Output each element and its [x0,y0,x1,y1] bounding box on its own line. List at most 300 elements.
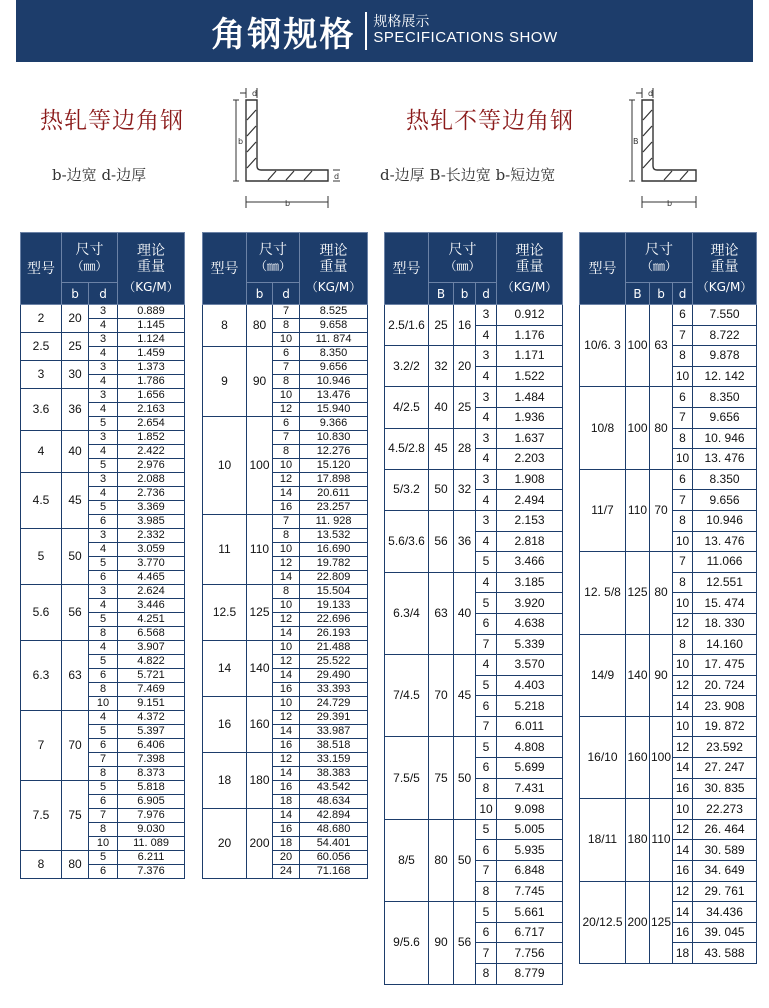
weight-cell: 1.852 [118,431,185,445]
table-row [385,737,563,758]
weight-unit: （KG/M） [305,279,362,294]
weight-cell: 3.185 [497,572,563,593]
model-cell: 6.3 [21,641,62,711]
width-cell: 50 [62,529,89,585]
long-width-cell: 75 [429,737,454,819]
thickness-cell: 12 [273,613,300,627]
weight-label: 理论 [710,242,739,259]
model-cell: 4 [21,431,62,473]
header-row [21,233,185,283]
weight-cell: 5.721 [118,669,185,683]
table-row [385,469,563,490]
weight-cell: 15.120 [300,459,368,473]
table-row [203,305,368,319]
weight-cell: 8.350 [693,387,757,408]
weight-cell: 6.848 [497,861,563,882]
table-row [580,387,757,408]
weight-cell: 2.654 [118,417,185,431]
thickness-cell: 3 [476,346,497,367]
thickness-cell: 4 [89,599,118,613]
weight-cell: 39. 045 [693,922,757,943]
long-width-cell: 56 [429,510,454,572]
weight-cell: 1.936 [497,407,563,428]
model-cell: 20/12.5 [580,881,626,963]
long-width-cell: 110 [626,469,650,551]
weight-cell: 1.786 [118,375,185,389]
weight-cell: 21.488 [300,641,368,655]
equal-angle-table-2 [202,232,368,879]
thickness-cell: 6 [476,840,497,861]
weight-cell: 8.722 [693,325,757,346]
weight-cell: 26. 464 [693,819,757,840]
title-divider [365,12,367,50]
long-width-cell: 125 [626,552,650,634]
weight-cell: 1.459 [118,347,185,361]
width-cell: 56 [454,902,476,984]
width-cell: 80 [650,387,673,469]
equal-angle-legend: b-边宽 d-边厚 [52,166,147,184]
model-cell: 18/11 [580,799,626,881]
size-unit: （㎜） [255,258,292,273]
thickness-cell: 3 [476,428,497,449]
thickness-cell: 6 [89,739,118,753]
weight-cell: 1.145 [118,319,185,333]
thickness-cell: 10 [673,716,693,737]
weight-cell: 4.372 [118,711,185,725]
page-title: 角钢规格 [211,14,356,55]
weight-cell: 10.946 [300,375,368,389]
equal-angle-title: 热轧等边角钢 [40,108,184,134]
size-label: 尺寸 [259,241,287,258]
thickness-cell: 10 [273,599,300,613]
width-cell: 25 [62,333,89,361]
thickness-cell: 6 [89,865,118,879]
thickness-cell: 5 [89,655,118,669]
thickness-cell: 4 [476,655,497,676]
dim-label: d [648,89,654,98]
width-cell: 125 [247,585,273,641]
table-row [21,851,185,865]
model-cell: 4/2.5 [385,387,429,428]
weight-cell: 20. 724 [693,675,757,696]
thickness-cell: 14 [273,487,300,501]
thickness-cell: 16 [273,683,300,697]
size-unit: （㎜） [71,258,108,273]
model-cell: 16 [203,697,247,753]
weight-label: 理论 [137,242,166,259]
weight-cell: 4.822 [118,655,185,669]
thickness-cell: 6 [273,347,300,361]
table-row [580,799,757,820]
weight-label: 重量 [137,258,166,275]
thickness-cell: 12 [673,737,693,758]
thickness-cell: 4 [476,572,497,593]
weight-cell: 9.098 [497,799,563,820]
thickness-cell: 10 [673,655,693,676]
weight-cell: 2.088 [118,473,185,487]
width-cell: 140 [247,641,273,697]
unequal-angle-legend: d-边厚 B-长边宽 b-短边宽 [380,166,556,184]
thickness-cell: 4 [476,366,497,387]
weight-unit: （KG/M） [696,279,753,294]
weight-cell: 2.163 [118,403,185,417]
weight-cell: 26.193 [300,627,368,641]
weight-cell: 5.661 [497,902,563,923]
weight-cell: 5.005 [497,819,563,840]
thickness-cell: 16 [273,823,300,837]
thickness-cell: 10 [273,697,300,711]
weight-cell: 7.745 [497,881,563,902]
thickness-cell: 7 [476,634,497,655]
weight-unit: （KG/M） [123,279,179,294]
weight-cell: 7.976 [118,809,185,823]
thickness-cell: 12 [673,881,693,902]
header-row [385,233,563,283]
size-header [62,233,118,283]
weight-cell: 3.369 [118,501,185,515]
thickness-cell: 8 [476,881,497,902]
long-width-cell: 180 [626,799,650,881]
weight-cell: 1.908 [497,469,563,490]
weight-cell: 0.912 [497,305,563,326]
table-row [385,428,563,449]
weight-cell: 15.504 [300,585,368,599]
weight-cell: 13.476 [300,389,368,403]
weight-cell: 2.494 [497,490,563,511]
header-row [580,233,757,283]
width-cell: 36 [454,510,476,572]
model-header: 型号 [203,233,247,305]
weight-header [497,233,563,305]
weight-cell: 12.276 [300,445,368,459]
thickness-cell: 3 [89,333,118,347]
model-cell: 2 [21,305,62,333]
weight-label: 重量 [319,258,348,275]
weight-cell: 11. 874 [300,333,368,347]
thickness-cell: 3 [476,387,497,408]
model-cell: 8 [21,851,62,879]
weight-cell: 24.729 [300,697,368,711]
subtitle-cn: 规格展示 [373,14,430,31]
thickness-cell: 8 [673,428,693,449]
weight-cell: 38.383 [300,767,368,781]
thickness-cell: 5 [476,737,497,758]
thickness-cell: 12 [273,655,300,669]
weight-cell: 23.592 [693,737,757,758]
weight-label: 重量 [710,258,739,275]
width-cell: 50 [454,819,476,901]
thickness-cell: 4 [476,449,497,470]
width-cell: 75 [62,781,89,851]
thickness-cell: 4 [476,325,497,346]
model-cell: 3.6 [21,389,62,431]
thickness-cell: 3 [89,585,118,599]
thickness-cell: 8 [89,767,118,781]
size-label: 尺寸 [645,241,674,258]
weight-cell: 4.808 [497,737,563,758]
thickness-cell: 8 [273,319,300,333]
table-row [580,552,757,573]
thickness-cell: 8 [89,823,118,837]
weight-cell: 14.160 [693,634,757,655]
weight-cell: 30. 589 [693,840,757,861]
width-cell: 100 [247,417,273,515]
weight-cell: 29. 761 [693,881,757,902]
width-cell: 80 [62,851,89,879]
subtitle-block [373,15,557,47]
thickness-cell: 12 [273,557,300,571]
table-row [203,515,368,529]
thickness-cell: 6 [89,669,118,683]
width-cell: 40 [454,572,476,654]
thickness-cell: 5 [476,902,497,923]
weight-cell: 22.696 [300,613,368,627]
thickness-cell: 7 [673,552,693,573]
weight-cell: 2.203 [497,449,563,470]
thickness-cell: 4 [89,319,118,333]
width-cell: 36 [62,389,89,431]
weight-cell: 18. 330 [693,613,757,634]
weight-cell: 10.830 [300,431,368,445]
thickness-cell: 5 [89,557,118,571]
unequal-angle-table-1 [384,232,563,985]
thickness-cell: 3 [89,389,118,403]
width-cell: 50 [454,737,476,819]
table-row [385,655,563,676]
weight-cell: 5.818 [118,781,185,795]
weight-cell: 34.436 [693,902,757,923]
model-cell: 12. 5/8 [580,552,626,634]
model-cell: 10/6. 3 [580,305,626,387]
table-row [203,347,368,361]
weight-cell: 54.401 [300,837,368,851]
weight-cell: 8.525 [300,305,368,319]
thickness-cell: 14 [273,725,300,739]
thickness-cell: 10 [673,531,693,552]
header-banner [16,0,753,62]
dim-label: d [252,89,258,98]
table-row [580,881,757,902]
weight-cell: 3.985 [118,515,185,529]
long-width-cell: 80 [429,819,454,901]
model-cell: 5 [21,529,62,585]
model-cell: 3 [21,361,62,389]
weight-cell: 9.656 [693,407,757,428]
table-row [385,510,563,531]
long-width-cell: 25 [429,305,454,346]
weight-cell: 6.568 [118,627,185,641]
long-width-cell: 45 [429,428,454,469]
weight-cell: 8.350 [300,347,368,361]
thickness-cell: 10 [673,593,693,614]
weight-cell: 1.522 [497,366,563,387]
size-header [247,233,300,283]
model-cell: 2.5/1.6 [385,305,429,346]
weight-cell: 1.484 [497,387,563,408]
thickness-cell: 5 [476,675,497,696]
thickness-cell: 6 [476,696,497,717]
thickness-cell: 10 [273,459,300,473]
width-cell: 45 [454,655,476,737]
weight-cell: 1.373 [118,361,185,375]
table-row [21,585,185,599]
weight-cell: 1.124 [118,333,185,347]
thickness-cell: 10 [89,697,118,711]
table-row [21,333,185,347]
weight-unit: （KG/M） [501,279,558,294]
weight-cell: 8.373 [118,767,185,781]
thickness-cell: 8 [273,375,300,389]
width-cell: 180 [247,753,273,809]
thickness-cell: 7 [273,361,300,375]
weight-cell: 10. 946 [693,428,757,449]
weight-cell: 30. 835 [693,778,757,799]
thickness-cell: 14 [273,809,300,823]
thickness-cell: 7 [673,490,693,511]
model-cell: 12.5 [203,585,247,641]
weight-cell: 42.894 [300,809,368,823]
weight-cell: 4.638 [497,613,563,634]
size-label: 尺寸 [75,241,104,258]
B-header: B [429,283,454,305]
thickness-cell: 4 [89,711,118,725]
weight-cell: 7.756 [497,943,563,964]
thickness-cell: 12 [673,613,693,634]
weight-cell: 23.257 [300,501,368,515]
weight-cell: 7.376 [118,865,185,879]
thickness-cell: 10 [273,641,300,655]
thickness-cell: 14 [273,669,300,683]
weight-cell: 25.522 [300,655,368,669]
width-cell: 200 [247,809,273,879]
d-header: d [273,283,300,305]
weight-cell: 34. 649 [693,861,757,882]
thickness-cell: 8 [273,445,300,459]
weight-cell: 7.398 [118,753,185,767]
model-header: 型号 [385,233,429,305]
model-cell: 2.5 [21,333,62,361]
table-row [203,697,368,711]
thickness-cell: 16 [673,861,693,882]
long-width-cell: 32 [429,346,454,387]
thickness-cell: 16 [273,739,300,753]
weight-cell: 48.680 [300,823,368,837]
subtitle-en: SPECIFICATIONS SHOW [373,29,558,47]
thickness-cell: 8 [89,683,118,697]
equal-angle-diagram-icon [228,86,348,212]
weight-cell: 3.770 [118,557,185,571]
width-cell: 80 [650,552,673,634]
weight-cell: 4.251 [118,613,185,627]
thickness-cell: 6 [673,305,693,326]
size-header [626,233,693,283]
weight-cell: 2.422 [118,445,185,459]
model-cell: 7.5 [21,781,62,851]
thickness-cell: 5 [89,459,118,473]
table-row [385,346,563,367]
weight-cell: 1.171 [497,346,563,367]
thickness-cell: 8 [273,585,300,599]
model-cell: 9/5.6 [385,902,429,984]
table-row [21,641,185,655]
thickness-cell: 16 [273,501,300,515]
thickness-cell: 6 [476,613,497,634]
weight-cell: 9.656 [300,361,368,375]
thickness-cell: 7 [89,809,118,823]
thickness-cell: 8 [476,778,497,799]
weight-cell: 19. 872 [693,716,757,737]
weight-cell: 11. 928 [300,515,368,529]
weight-cell: 9.656 [693,490,757,511]
weight-cell: 71.168 [300,865,368,879]
model-cell: 10 [203,417,247,515]
thickness-cell: 6 [476,758,497,779]
table-row [203,641,368,655]
weight-cell: 8.779 [497,964,563,985]
model-cell: 20 [203,809,247,879]
thickness-cell: 12 [673,675,693,696]
thickness-cell: 3 [89,361,118,375]
b-header: b [650,283,673,305]
width-cell: 20 [62,305,89,333]
weight-cell: 17.898 [300,473,368,487]
weight-cell: 5.218 [497,696,563,717]
weight-cell: 4.403 [497,675,563,696]
thickness-cell: 4 [89,403,118,417]
thickness-cell: 12 [273,473,300,487]
long-width-cell: 70 [429,655,454,737]
weight-cell: 5.397 [118,725,185,739]
weight-header [300,233,368,305]
thickness-cell: 10 [89,837,118,851]
thickness-cell: 6 [89,571,118,585]
model-cell: 14/9 [580,634,626,716]
long-width-cell: 160 [626,716,650,798]
size-unit: （㎜） [444,258,481,273]
weight-cell: 7.469 [118,683,185,697]
thickness-cell: 5 [89,725,118,739]
thickness-cell: 12 [273,403,300,417]
table-row [385,902,563,923]
width-cell: 70 [650,469,673,551]
weight-cell: 19.133 [300,599,368,613]
d-header: d [89,283,118,305]
dim-label: b [667,199,673,208]
thickness-cell: 16 [273,781,300,795]
width-cell: 80 [247,305,273,347]
long-width-cell: 50 [429,469,454,510]
width-cell: 100 [650,716,673,798]
width-cell: 160 [247,697,273,753]
size-header [429,233,497,283]
weight-header [118,233,185,305]
weight-cell: 12.551 [693,572,757,593]
weight-label: 理论 [515,242,544,259]
weight-cell: 3.466 [497,552,563,573]
weight-cell: 43.542 [300,781,368,795]
thickness-cell: 12 [673,819,693,840]
thickness-cell: 7 [273,305,300,319]
thickness-cell: 18 [673,943,693,964]
table-row [580,634,757,655]
d-header: d [673,283,693,305]
weight-cell: 33.393 [300,683,368,697]
width-cell: 90 [247,347,273,417]
table-row [580,305,757,326]
weight-cell: 6.717 [497,922,563,943]
weight-cell: 2.818 [497,531,563,552]
thickness-cell: 16 [673,778,693,799]
